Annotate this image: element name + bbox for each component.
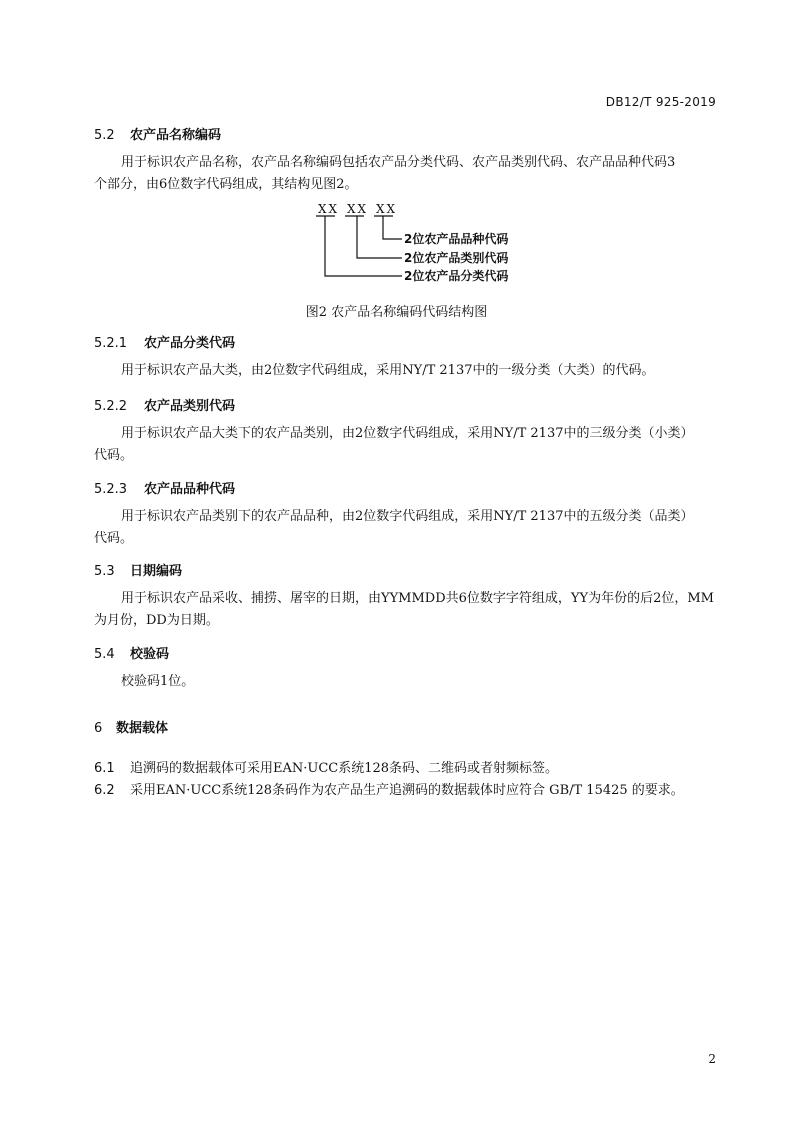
document-code: DB12/T 925-2019	[605, 95, 716, 109]
paragraph-line: 用于标识农产品大类下的农产品类别，由2位数字代码组成，采用NY/T 2137中的三级分类（小类）	[121, 426, 694, 441]
section-title: 农产品类别代码	[144, 399, 236, 414]
section-heading-5-4	[94, 643, 169, 662]
paragraph-5-2	[94, 152, 720, 196]
section-number: 5.4	[94, 647, 115, 662]
clause-6-2	[94, 779, 684, 798]
figure-label-classification: 2位农产品分类代码	[404, 269, 509, 283]
section-heading-5-2-3	[94, 478, 235, 497]
section-number: 6	[94, 721, 103, 736]
section-title: 农产品分类代码	[144, 336, 236, 351]
section-number: 5.2.2	[94, 399, 128, 414]
section-title: 农产品名称编码	[130, 128, 222, 143]
paragraph-5-2-2	[94, 423, 720, 467]
section-heading-5-2	[94, 124, 221, 143]
paragraph-5-2-3	[94, 506, 720, 550]
clause-6-1	[94, 757, 558, 776]
figure-caption: 图2 农产品名称编码代码结构图	[305, 305, 488, 320]
paragraph-line: 用于标识农产品名称，农产品名称编码包括农产品分类代码、农产品类别代码、农产品品种代码3	[121, 155, 676, 170]
section-title: 校验码	[130, 647, 170, 662]
code-group-1: XX	[318, 202, 340, 216]
connector-1	[325, 216, 402, 276]
paragraph-line: 用于标识农产品类别下的农产品品种，由2位数字代码组成，采用NY/T 2137中的五级分类（品类）	[121, 509, 694, 524]
connector-2	[357, 216, 402, 258]
paragraph-line: 代码。	[94, 448, 134, 463]
paragraph-line: 用于标识农产品大类，由2位数字代码组成，采用NY/T 2137中的一级分类（大类）的代码。	[121, 363, 655, 378]
figure-label-variety: 2位农产品品种代码	[404, 232, 509, 246]
clause-number: 6.1	[94, 761, 115, 776]
section-number: 5.2	[94, 128, 115, 143]
paragraph-line: 代码。	[94, 531, 134, 546]
section-title: 日期编码	[130, 564, 183, 579]
section-heading-6	[94, 717, 168, 736]
section-title: 数据载体	[116, 721, 169, 736]
paragraph-line: 为月份，DD为日期。	[94, 613, 219, 628]
paragraph-line: 个部分，由6位数字代码组成，其结构见图2。	[94, 177, 358, 192]
section-title: 农产品品种代码	[144, 482, 236, 497]
connector-3	[383, 216, 402, 239]
clause-number: 6.2	[94, 783, 115, 798]
section-number: 5.2.1	[94, 336, 128, 351]
paragraph-line: 用于标识农产品采收、捕捞、屠宰的日期，由YYMMDD共6位数字字符组成，YY为年份的后2位，MM	[121, 591, 714, 606]
section-heading-5-3	[94, 560, 182, 579]
clause-text: 追溯码的数据载体可采用EAN·UCC系统128条码、二维码或者射频标签。	[130, 761, 559, 776]
section-number: 5.2.3	[94, 482, 128, 497]
figure-label-category: 2位农产品类别代码	[404, 251, 509, 265]
paragraph-5-2-1	[94, 360, 720, 382]
section-heading-5-2-1	[94, 332, 235, 351]
code-group-2: XX	[347, 202, 369, 216]
clause-text: 采用EAN·UCC系统128条码作为农产品生产追溯码的数据载体时应符合 GB/T 15425 的要求。	[130, 783, 684, 798]
code-group-3: XX	[376, 202, 398, 216]
code-structure-figure	[0, 198, 793, 288]
paragraph-line: 校验码1位。	[121, 674, 195, 689]
page-number: 2	[708, 1052, 716, 1066]
section-heading-5-2-2	[94, 395, 235, 414]
paragraph-5-3	[94, 588, 720, 632]
section-number: 5.3	[94, 564, 115, 579]
paragraph-5-4	[94, 671, 720, 693]
